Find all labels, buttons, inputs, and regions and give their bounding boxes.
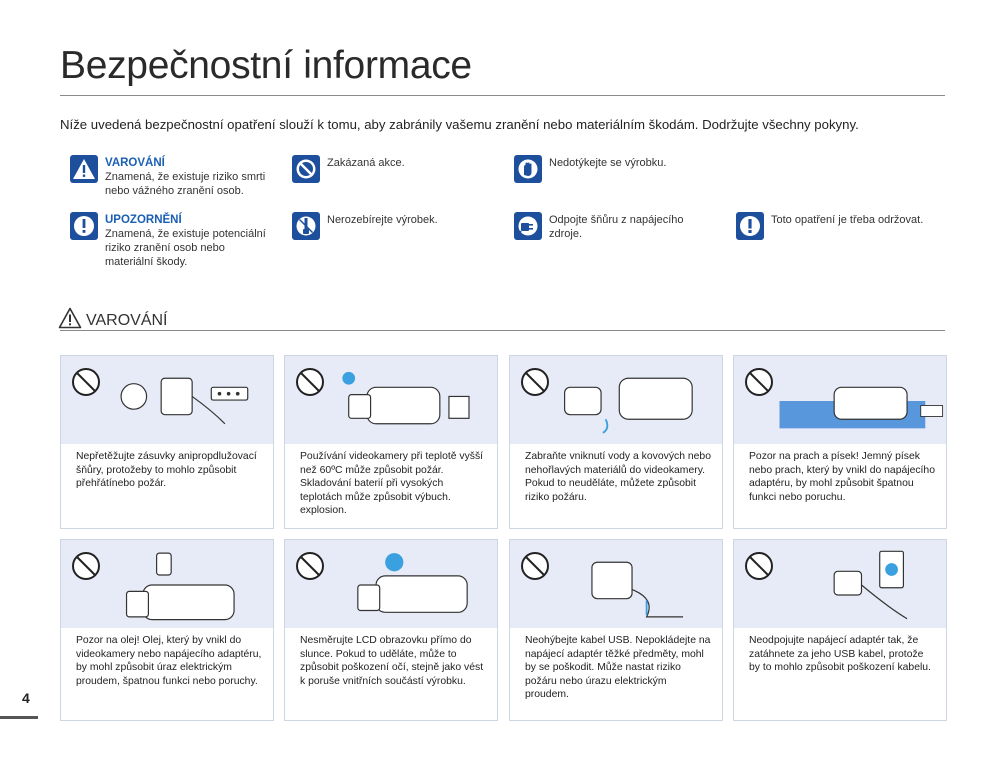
- warning-triangle-icon: [58, 307, 82, 329]
- legend-warning-head: VAROVÁNÍ: [105, 157, 165, 169]
- warning-card: [509, 539, 723, 721]
- prohibited-icon: [744, 551, 774, 581]
- legend-unplug-text: Odpojte šňůru z napájecího zdroje.: [549, 214, 684, 240]
- illustration-art: [555, 544, 720, 626]
- no-disassemble-icon: [292, 212, 320, 240]
- warning-card: [284, 355, 498, 529]
- no-touch-icon: [514, 155, 542, 183]
- legend-no-disassemble-text: Nerozebírejte výrobek.: [327, 214, 438, 226]
- card-text: Pozor na olej! Olej, který by vnikl do videokamery nebo napájecího adaptéru, by mohl způsobit úraz elektrickým proudem, špatnou funkci nebo poruchy.: [76, 635, 262, 687]
- card-text: Nesměrujte LCD obrazovku přímo do slunce. Pokud to uděláte, může to způsobit poškození očí, stejně jako vést k poruše vnitřních součástí výrobku.: [300, 635, 484, 687]
- card-illustration: [510, 356, 722, 444]
- prohibited-icon: [520, 551, 550, 581]
- prohibited-icon: [295, 551, 325, 581]
- prohibited-icon: [520, 367, 550, 397]
- legend-must-follow-text: Toto opatření je třeba održovat.: [771, 214, 924, 226]
- prohibited-icon: [292, 155, 320, 183]
- prohibited-icon: [71, 551, 101, 581]
- legend-caution-text: Znamená, že existuje potenciální riziko zranění osob nebo materiální škody.: [105, 228, 266, 268]
- illustration-art: [106, 360, 271, 442]
- page-number-bar: [0, 716, 38, 719]
- card-text: Pozor na prach a písek! Jemný písek nebo prach, který by vnikl do napájecího adaptéru, by mohl způsobit špatnou funkci nebo poruchu.: [749, 451, 935, 503]
- caution-exclamation-icon: [70, 212, 98, 240]
- warning-card: [60, 539, 274, 721]
- must-follow-icon: [736, 212, 764, 240]
- prohibited-icon: [71, 367, 101, 397]
- section-heading: [58, 307, 168, 330]
- warning-card: [733, 355, 947, 529]
- intro-text: Níže uvedená bezpečnostní opatření slouží k tomu, aby zabránily vašemu zranění nebo materiálním škodám. Dodržujte všechny pokyny.: [60, 117, 859, 132]
- card-text: Nepřetěžujte zásuvky anipropdlužovací šňůry, protožeby to mohlo způsobit přehřátínebo požár.: [76, 451, 257, 490]
- legend-no-touch-text: Nedotýkejte se výrobku.: [549, 157, 667, 169]
- card-illustration: [285, 540, 497, 628]
- illustration-art: [330, 544, 495, 626]
- card-text: Používání videokamery při teplotě vyšší než 60ºC může způsobit požár. Skladování baterií při vysokých teplotách může způsobit výbuch. explosion.: [300, 451, 484, 517]
- warning-card: [60, 355, 274, 529]
- card-illustration: [61, 356, 273, 444]
- card-text: Zabraňte vniknutí vody a kovových nebo nehořlavých materiálů do videokamery. Pokud to neuděláte, můžete způsobit riziko požáru.: [525, 451, 711, 503]
- prohibited-icon: [295, 367, 325, 397]
- section-rule: [60, 330, 945, 331]
- legend-prohibited-text: Zakázaná akce.: [327, 157, 405, 169]
- card-illustration: [285, 356, 497, 444]
- illustration-art: [779, 360, 944, 442]
- card-illustration: [61, 540, 273, 628]
- illustration-art: [330, 360, 495, 442]
- title-rule: [60, 95, 945, 96]
- warning-card: [509, 355, 723, 529]
- unplug-icon: [514, 212, 542, 240]
- page-title: Bezpečnostní informace: [60, 44, 472, 87]
- warning-card: [733, 539, 947, 721]
- card-text: Neodpojujte napájecí adaptér tak, že zatáhnete za jeho USB kabel, protože by to mohlo způsobit poškození kabelu.: [749, 635, 931, 674]
- card-illustration: [734, 540, 946, 628]
- prohibited-icon: [744, 367, 774, 397]
- card-illustration: [734, 356, 946, 444]
- illustration-art: [555, 360, 720, 442]
- illustration-art: [106, 544, 271, 626]
- page-number: 4: [22, 690, 30, 706]
- warning-triangle-icon: [70, 155, 98, 183]
- section-label: VAROVÁNÍ: [86, 312, 168, 329]
- legend-warning-text: Znamená, že existuje riziko smrti nebo vážného zranění osob.: [105, 171, 266, 197]
- legend-caution-head: UPOZORNĚNÍ: [105, 214, 182, 226]
- illustration-art: [779, 544, 944, 626]
- card-text: Neohýbejte kabel USB. Nepokládejte na napájecí adaptér těžké předměty, mohl by se poškodit. Může nastat riziko požáru nebo úrazu elektrickým proudem.: [525, 635, 711, 701]
- card-illustration: [510, 540, 722, 628]
- warning-card: [284, 539, 498, 721]
